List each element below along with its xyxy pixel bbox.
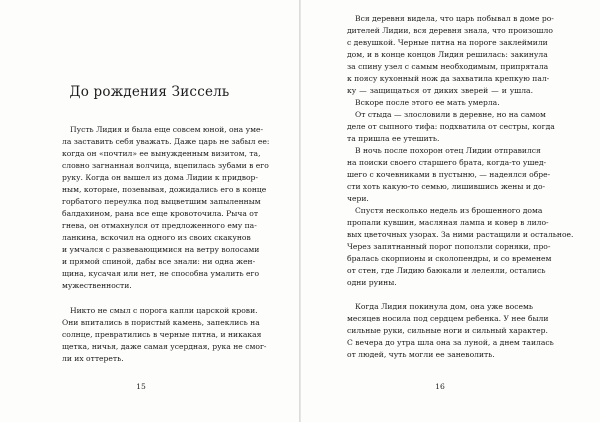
text-line: ланкина, вскочил на одного из своих скакунов — [62, 233, 251, 242]
right-page — [301, 0, 600, 422]
text-line: ла заставить себя уважать. Даже царь не забыл ее: — [62, 137, 270, 146]
text-line: вых цветочных узорах. За ними растащили и остальное. — [347, 230, 574, 239]
text-line: дом, и в конце концов Лидия решилась: закинула — [347, 50, 548, 59]
text-line: горбатого переулка под выцветшим запыленным — [62, 197, 261, 206]
text-line: сти хоть какую-то семью, лишившись жены и до- — [347, 182, 546, 191]
text-line: с девушкой. Черные пятна на пороге заклеймили — [347, 38, 548, 47]
text-line: к поясу кухонный нож да захватила крепкую пал- — [347, 74, 550, 83]
text-line: и умчался с развевающимися на ветру волосами — [62, 245, 260, 254]
text-line: одни руины. — [347, 278, 397, 287]
text-line: пропали кувшин, масляная лампа и ковер в лило- — [347, 218, 549, 227]
text-line: та пришла ее утешить. — [347, 134, 440, 143]
text-line: мужественности. — [62, 281, 132, 290]
page-number-left: 15 — [136, 382, 146, 391]
text-line: деле от сыпного тифа: подхватила от сестры, когда — [347, 122, 555, 131]
text-line: ку — защищаться от диких зверей — и ушла. — [347, 86, 533, 95]
text-line: сильные руки, сильные ноги и сильный характер. — [347, 326, 548, 335]
left-page — [0, 0, 299, 422]
text-line: руку. Когда он вышел из дома Лидии к придвор- — [62, 173, 258, 182]
text-line: Через запятнанный порог поползли сорняки, про- — [347, 242, 551, 251]
text-line: ли их оттереть. — [62, 354, 124, 363]
text-line: Пусть Лидия и была еще совсем юной, она уме- — [70, 125, 264, 134]
text-line: балдахином, рана все еще кровоточила. Рыча от — [62, 209, 259, 218]
text-line: на поиски своего старшего брата, когда-то ушед- — [347, 158, 547, 167]
text-line: за спину узел с самым необходимым, припрятала — [347, 62, 549, 71]
text-line: Когда Лидия покинула дом, она уже восемь — [355, 302, 533, 311]
text-line: солнце, превратились в черные пятна, и никакая — [62, 330, 262, 339]
text-line: Вскоре после этого ее мать умерла. — [355, 98, 500, 107]
text-line: щетка, ничья, даже самая усердная, рука не смог- — [62, 342, 267, 351]
text-line: В ночь после похорон отец Лидии отправился — [355, 146, 541, 155]
chapter-title: До рождения Зиссель — [69, 84, 230, 100]
text-line: дителей Лидии, вся деревня знала, что произошло — [347, 26, 553, 35]
text-line: От стыда — злословили в деревне, но на самом — [355, 110, 546, 119]
text-line: шего с кочевниками в пустыню, — надеялся обре- — [347, 170, 551, 179]
text-line: словно загнанная волчица, вцепилась зубами в его — [62, 161, 269, 170]
text-line: Спустя несколько недель из брошенного дома — [355, 206, 543, 215]
text-line: С вечера до утра шла она за луной, а днем таилась — [347, 338, 554, 347]
text-line: гнева, он отмахнулся от предложенного ему па- — [62, 221, 257, 230]
text-line: Вся деревня видела, что царь побывал в доме ро- — [355, 14, 554, 23]
text-line: от людей, чуть могли ее заневолить. — [347, 350, 495, 359]
page-number-right: 16 — [435, 382, 445, 391]
text-line: и прямой спиной, дабы все знали: ни одна жен- — [62, 257, 256, 266]
text-line: месяцев носила под сердцем ребенка. У нее были — [347, 314, 549, 323]
text-line: Никто не смыл с порога капли царской крови. — [70, 306, 258, 315]
text-line: от стен, где Лидию баюкали и лелеяли, остались — [347, 266, 546, 275]
text-line: Они впитались в пористый камень, запеклись на — [62, 318, 260, 327]
text-line: когда он «почтил» ее вынужденным визитом, та, — [62, 149, 261, 158]
text-line: чери. — [347, 194, 369, 203]
text-line: щина, кусачая или нет, не способна умалить его — [62, 269, 260, 278]
text-line: ным, которые, позевывая, дожидались его в конце — [62, 185, 267, 194]
text-line: бралась скорпионы и сколопендры, и со временем — [347, 254, 552, 263]
